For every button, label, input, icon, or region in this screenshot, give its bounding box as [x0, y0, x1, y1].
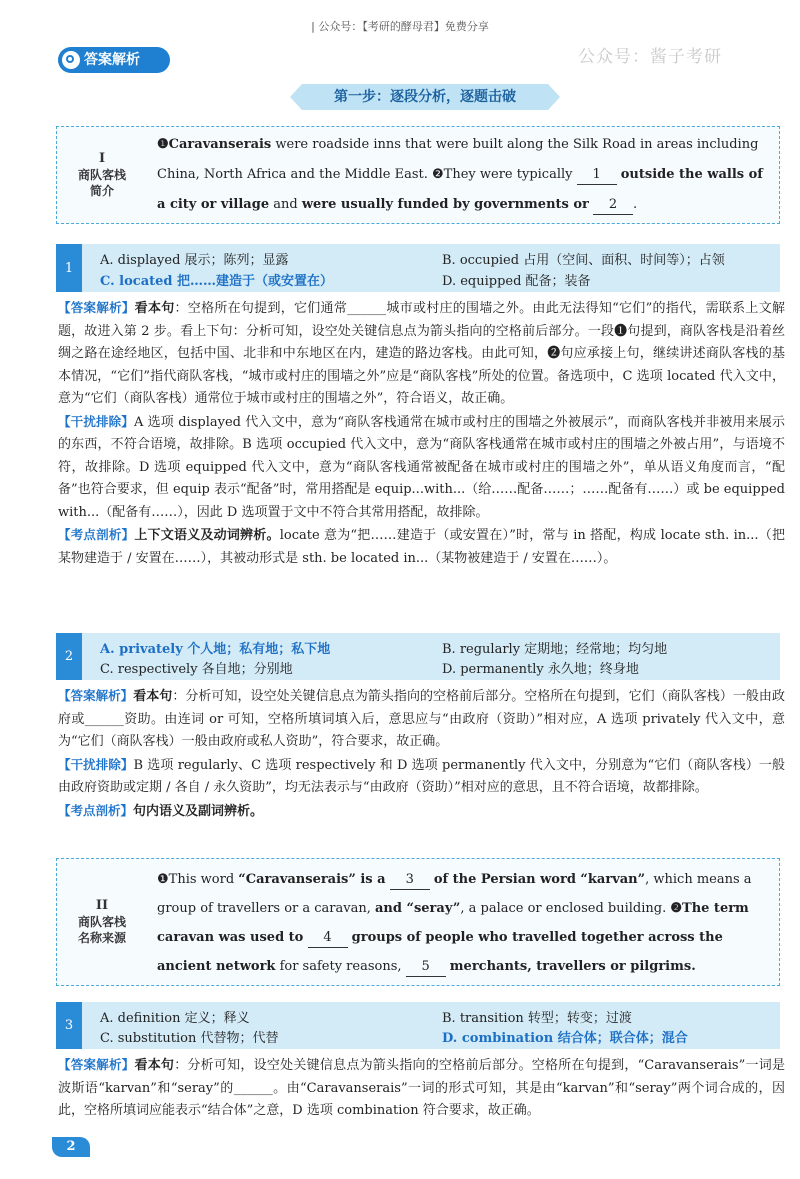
q3-explanation: [58, 1054, 785, 1123]
passage-text: ❶Caravanserais: [157, 137, 272, 152]
passage-label-1: [57, 127, 147, 223]
passage-text: and: [269, 197, 302, 212]
point-tag: 【考点剖析】: [58, 527, 135, 542]
answer-analysis-tag: 【答案解析】: [58, 688, 134, 703]
answer-analysis-text: ：空格所在句提到，它们通常______城市或村庄的围墙之外。由此无法得知“它们”的指代，需联系上文解题，故进入第 2 步。看上下句：分析可知，设空处关键信息点为箭头指向的空格前后部分。一段❶句提到，商队客栈是沿着丝绸之路在途经地区，包括中国、北非和中东地区在内，建造的路边客栈。由此可知，❷句应承接上句，继续讲述商队客栈的基本情况，“它们”指代商队客栈，“城市或村庄的围墙之外”应是“商队客栈”所处的位置。备选项中，C 选项 located 代入文中，意为“它们（商队客栈）通常位于城市或村庄的围墙之外”，符合语义，故正确。: [58, 301, 785, 406]
passage-text: , which means a group of travellers or a caravan,: [157, 872, 752, 916]
answer-analysis-lead: 看本句: [134, 301, 175, 316]
magnifier-icon: [62, 51, 80, 69]
passage-text: ❶This word: [157, 872, 239, 887]
answer-analysis-tag: 【答案解析】: [58, 300, 135, 315]
passage-block-2: [56, 858, 780, 986]
option-d: D. equipped 配备；装备: [442, 274, 591, 289]
answer-analysis-text: ：分析可知，设空处关键信息点为箭头指向的空格前后部分。空格所在句提到，它们（商队客栈）一般由政府或______资助。由连词 or 可知，空格所填词填入后，意思应与“由政府（资助）”相对应，A 选项 privately 代入文中，意为“它们（商队客栈）一般由政府或私人资助”，符合要求，故正确。: [58, 689, 785, 749]
distractor-tag: 【干扰排除】: [58, 756, 134, 772]
blank-5: 5: [406, 958, 446, 977]
passage-text-1: [157, 130, 773, 220]
question-number: 1: [56, 244, 82, 292]
distractor-text: A 选项 displayed 代入文中，意为“商队客栈通常在城市或村庄的围墙之外被展示”，而商队客栈并非被用来展示的东西，不符合语境，故排除。B 选项 occupied 代入文中，意为“商队客栈通常在城市或村庄的围墙之外被占用”，与语境不符，故排除。D 选项 equipped 代入文中，意为“商队客栈通常被配备在城市或村庄的围墙之外”，单从语义角度而言，“配备”也符合要求，但 equip 表示“配备”时，常用搭配是 equip...with...（给……配备……；……配备有……）或 be equipped with...（配备有……），因此 D 选项置于文中不符合其常用搭配，故排除。: [58, 414, 785, 520]
distractor-analysis: [58, 754, 785, 800]
passage-roman-1: I: [98, 151, 106, 166]
distractor-analysis: [58, 411, 785, 525]
question-number: 2: [56, 633, 82, 680]
point-bold: 上下文语义及动词辨析。: [134, 528, 280, 543]
top-source-line: | 公众号：【考研的酵母君】免费分享: [311, 20, 489, 33]
passage-roman-2: II: [95, 898, 109, 913]
passage-text: .: [633, 197, 638, 212]
passage-label-line: 名称来源: [77, 931, 126, 945]
passage-text: of the Persian word “karvan”: [433, 872, 646, 887]
question-number: 3: [56, 1002, 82, 1049]
passage-label-2: [57, 859, 147, 985]
blank-1: 1: [577, 166, 617, 185]
q2-explanation: [58, 685, 785, 823]
page-number: 2: [52, 1137, 90, 1157]
passage-text: groups of people who travelled together across the ancient network: [157, 930, 723, 974]
option-c-correct: C. located 把……建造于（或安置在）: [100, 274, 334, 289]
passage-text: were roadside inns that were built along the Silk Road in areas including China, North Africa and the Middle East.: [157, 137, 759, 182]
answer-analysis-tag: 【答案解析】: [58, 1057, 135, 1072]
option-a-correct: A. privately 个人地；私有地；私下地: [100, 642, 331, 657]
answer-analysis: [58, 1054, 785, 1123]
step-title: 第一步：逐段分析，逐题击破: [302, 84, 548, 110]
passage-text: ❷They were typically: [432, 167, 577, 182]
answer-analysis: [58, 685, 785, 754]
section-badge-label: 答案解析: [84, 52, 140, 68]
passage-label-line: 商队客栈: [77, 915, 126, 929]
passage-label-line: 商队客栈: [77, 168, 126, 182]
passage-text: merchants, travellers or pilgrims.: [449, 959, 696, 974]
point-bold: 句内语义及副词辨析。: [133, 803, 264, 819]
passage-text: ❷The term caravan was used to: [157, 901, 749, 945]
answer-analysis-lead: 看本句: [133, 689, 173, 704]
passage-text-2: [157, 865, 773, 981]
watermark: 公众号：酱子考研: [578, 47, 722, 67]
option-a: A. definition 定义；释义: [100, 1011, 250, 1026]
passage-text: and “seray”: [375, 901, 461, 916]
point-tag: 【考点剖析】: [58, 802, 134, 818]
option-d-correct: D. combination 结合体；联合体；混合: [442, 1031, 688, 1046]
passage-block-1: [56, 126, 780, 224]
option-c: C. respectively 各自地；分别地: [100, 662, 293, 677]
option-a: A. displayed 展示；陈列；显露: [100, 253, 289, 268]
options-box-2: [56, 633, 780, 680]
q1-explanation: [58, 297, 785, 570]
point-analysis: [58, 524, 785, 570]
answer-analysis-text: ：分析可知，设空处关键信息点为箭头指向的空格前后部分。空格所在句提到，“Caravanserais”一词是波斯语“karvan”和“seray”的______。由“Caravanserais”一词的形式可知，其是由“karvan”和“seray”两个词合成的，因此，空格所填词应能表示“结合体”之意，D 选项 combination 符合要求，故正确。: [58, 1058, 785, 1118]
section-badge: [58, 47, 170, 73]
option-b: B. transition 转型；转变；过渡: [442, 1011, 632, 1026]
passage-label-line: 简介: [89, 184, 114, 198]
passage-text: for safety reasons,: [275, 959, 406, 974]
blank-2: 2: [593, 196, 633, 215]
distractor-text: B 选项 regularly、C 选项 respectively 和 D 选项 permanently 代入文中，分别意为“它们（商队客栈）一般由政府资助或定期 / 各自 / 永久资助”，均无法表示与“由政府（资助）”相对应的意思，且不符合语境，故都排除。: [58, 757, 785, 795]
passage-text: were usually funded by governments or: [301, 197, 589, 212]
option-b: B. occupied 占用（空间、面积、时间等）；占领: [442, 253, 725, 268]
options-box-1: [56, 244, 780, 292]
blank-4: 4: [308, 929, 348, 948]
option-b: B. regularly 定期地；经常地；均匀地: [442, 642, 668, 657]
point-analysis: [58, 800, 785, 824]
answer-analysis: [58, 297, 785, 411]
passage-text: outside the walls of a city or village: [157, 167, 763, 212]
distractor-tag: 【干扰排除】: [58, 413, 134, 429]
passage-text: , a palace or enclosed building.: [460, 901, 671, 916]
option-d: D. permanently 永久地；终身地: [442, 662, 639, 677]
passage-text: “Caravanserais” is a: [238, 872, 386, 887]
option-c: C. substitution 代替物；代替: [100, 1031, 279, 1046]
point-text: locate 意为“把……建造于（或安置在）”时，常与 in 搭配，构成 locate sth. in...（把某物建造于 / 安置在……），其被动形式是 sth. be located in...（某物被建造于 / 安置在……）。: [58, 528, 785, 566]
answer-analysis-lead: 看本句: [134, 1058, 175, 1073]
blank-3: 3: [390, 871, 430, 890]
options-box-3: [56, 1002, 780, 1049]
